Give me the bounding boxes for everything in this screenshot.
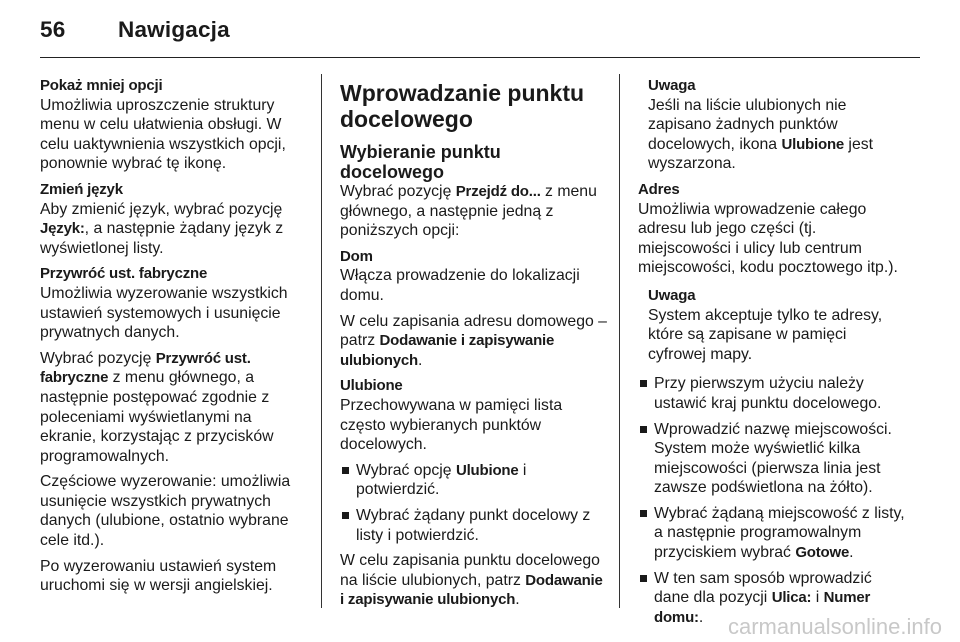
menu-term: Ulubione — [781, 135, 845, 153]
heading-adres: Adres — [638, 180, 680, 198]
list-item: Wybrać opcję Ulubione i potwierdzić. — [340, 461, 608, 500]
section-heading: Wprowadzanie punktu docelowego — [340, 80, 585, 132]
heading-zmien-jezyk: Zmień język — [40, 180, 123, 198]
cross-reference: Dodawanie i zapisywanie ulubionych — [340, 571, 603, 609]
heading-przywroc-ust-fabryczne: Przywróć ust. fabryczne — [40, 265, 208, 283]
section-title: Nawigacja — [118, 17, 230, 42]
cross-reference: Dodawanie i zapisywanie ulubionych — [340, 332, 555, 369]
bullet-icon — [640, 575, 647, 582]
paragraph: Włącza prowadzenie do lokalizacji domu. — [340, 267, 580, 304]
bullet-icon — [640, 380, 647, 387]
column-divider — [321, 74, 322, 608]
list-item: Przy pierwszym użyciu należy ustawić kraj punktu docelowego. — [638, 374, 908, 413]
note-heading: Uwaga — [648, 286, 696, 304]
column-2 — [340, 80, 608, 610]
heading-pokaz-mniej-opcji: Pokaż mniej opcji — [40, 77, 163, 94]
bullet-icon — [640, 426, 647, 433]
header-rule — [40, 57, 920, 58]
paragraph: Aby zmienić język, wybrać pozycję Język:, a następnie żądany język z wyświetlonej listy. — [40, 200, 284, 257]
watermark: carmanualsonline.info — [727, 614, 942, 639]
note-heading: Uwaga — [648, 77, 696, 94]
paragraph: Umożliwia wprowadzenie całego adresu lub jego części (tj. miejscowości i ulicy lub centrum miejscowości, kodu pocztowego itp.). — [638, 200, 898, 277]
note-box — [638, 76, 908, 174]
paragraph: Umożliwia wyzerowanie wszystkich ustawień systemowych i usunięcie prywatnych danych. — [40, 284, 288, 342]
note-box — [638, 286, 908, 364]
list-item: Wybrać żądaną miejscowość z listy, a następnie programowalnym przyciskiem wybrać Gotowe. — [638, 504, 908, 563]
subsection-heading: Wybieranie punktu docelowego — [340, 142, 501, 182]
column-1 — [40, 76, 306, 596]
menu-term: Gotowe — [795, 544, 850, 562]
column-divider — [619, 74, 620, 608]
menu-term: Język: — [40, 220, 85, 238]
menu-term: Ulubione — [455, 461, 519, 479]
bullet-icon — [342, 512, 349, 519]
menu-term: Przywróć ust. fabryczne — [40, 349, 251, 387]
heading-ulubione: Ulubione — [340, 377, 403, 395]
paragraph: Częściowe wyzerowanie: umożliwia usunięcie wszystkich prywatnych danych (ulubione, ostatnio wybrane cele itd.). — [40, 473, 291, 550]
paragraph: Wybrać pozycję Przejdź do... z menu głównego, a następnie jedną z poniższych opcji: — [340, 183, 597, 240]
list-item: Wprowadzić nazwę miejscowości. System może wyświetlić kilka miejscowości (pierwsza linia jest zawsze podświetlona na żółto). — [638, 420, 908, 498]
page-header — [40, 17, 230, 43]
paragraph: W celu zapisania adresu domowego – patrz Dodawanie i zapisywanie ulubionych. — [340, 312, 607, 369]
note-text: Jeśli na liście ulubionych nie zapisano żadnych punktów docelowych, ikona Ulubione jest wyszarzona. — [648, 96, 874, 173]
note-text: System akceptuje tylko te adresy, które są zapisane w pamięci cyfrowej mapy. — [648, 306, 883, 363]
heading-dom: Dom — [340, 247, 373, 265]
paragraph: Umożliwia uproszczenie struktury menu w celu ułatwienia obsługi. W celu uaktywnienia wszystkich opcji, ponownie wybrać tę ikonę. — [40, 96, 286, 173]
list-item: Wybrać żądany punkt docelowy z listy i potwierdzić. — [340, 506, 608, 545]
menu-term: Ulica: — [771, 589, 812, 607]
page-number: 56 — [40, 17, 66, 42]
menu-term: Numer domu: — [654, 589, 871, 626]
bullet-icon — [342, 467, 349, 474]
column-3 — [638, 76, 908, 627]
paragraph: Wybrać pozycję Przywróć ust. fabryczne z menu głównego, a następnie postępować zgodnie z poleceniami wyświetlanymi na ekranie, korzystając z przycisków programowalnych. — [40, 349, 274, 465]
paragraph: Przechowywana w pamięci lista często wybieranych punktów docelowych. — [340, 396, 563, 454]
list-item: W ten sam sposób wprowadzić dane dla pozycji Ulica: i Numer domu:. — [638, 569, 908, 628]
paragraph: W celu zapisania punktu docelowego na liście ulubionych, patrz Dodawanie i zapisywanie ulubionych. — [340, 552, 603, 609]
paragraph: Po wyzerowaniu ustawień system uruchomi się w wersji angielskiej. — [40, 557, 277, 595]
menu-term: Przejdź do... — [455, 183, 541, 200]
bullet-icon — [640, 510, 647, 517]
